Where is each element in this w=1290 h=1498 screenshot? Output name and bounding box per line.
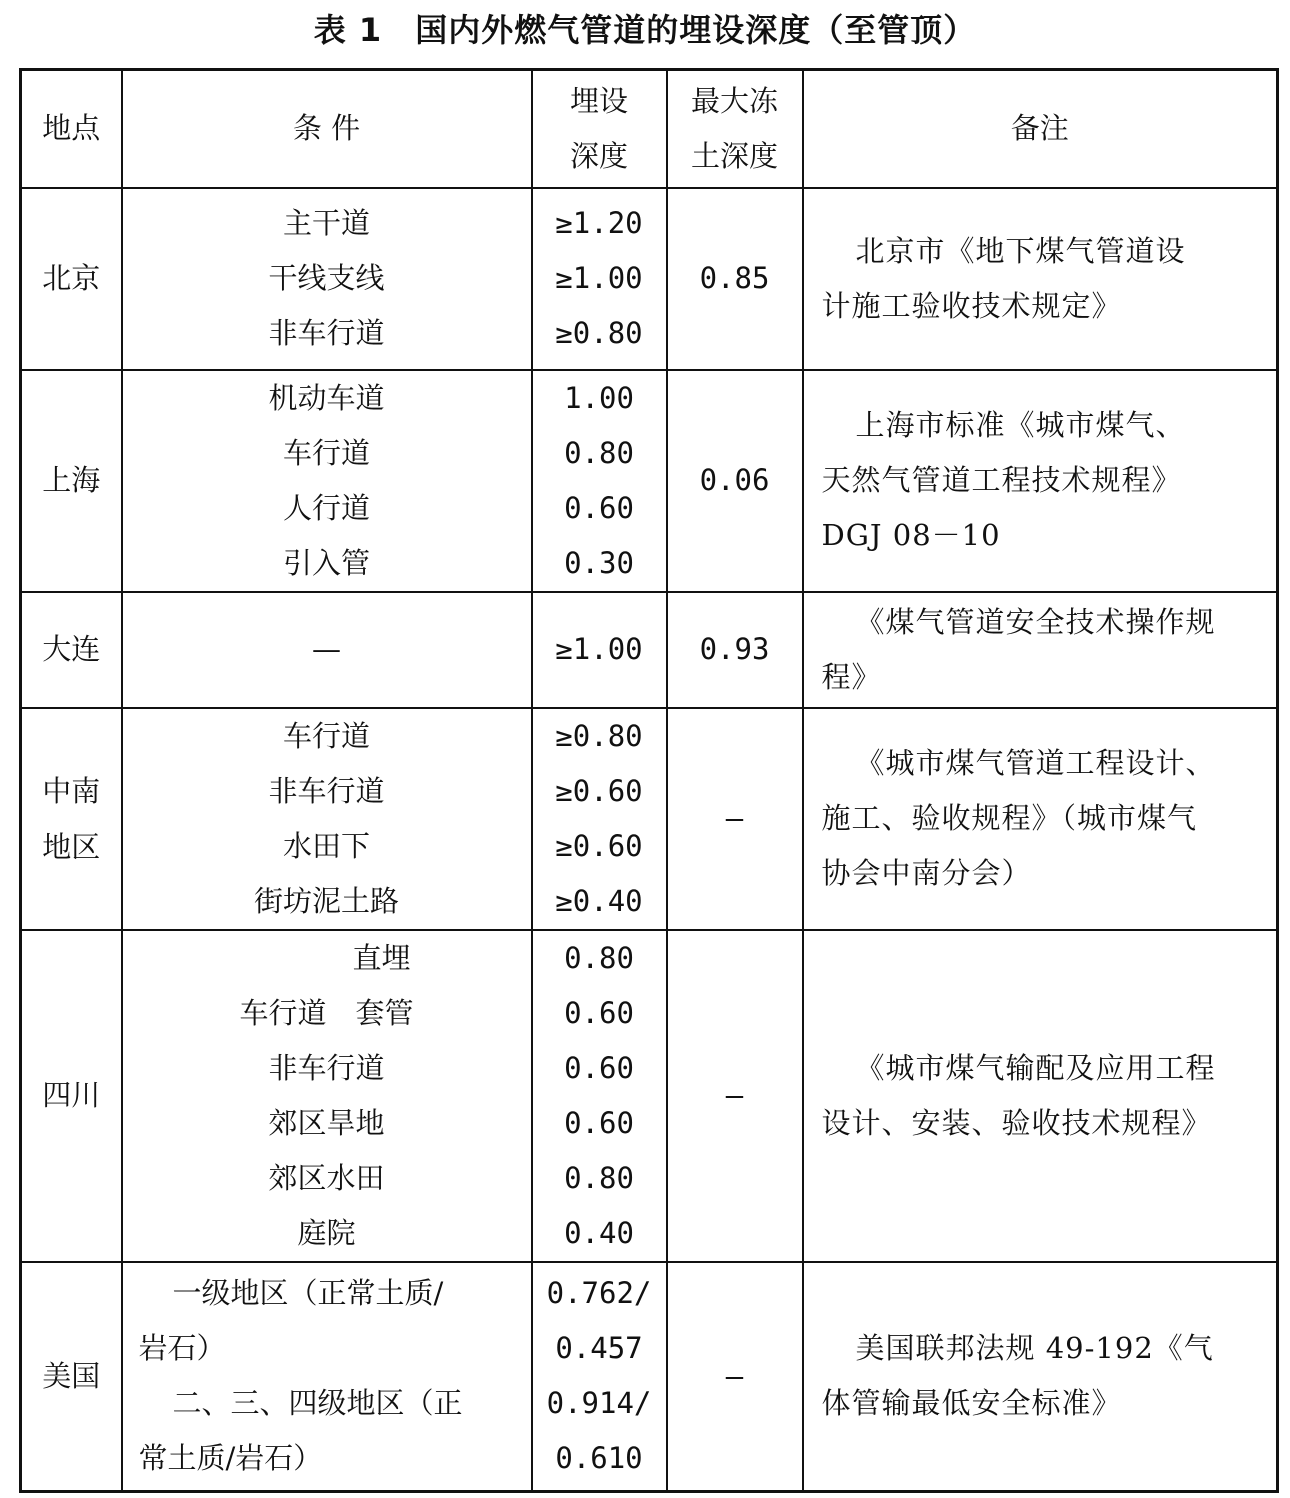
table-title: 表 1 国内外燃气管道的埋设深度（至管顶） [313, 11, 977, 49]
condition-cell [122, 708, 532, 930]
header-depth-line-2: 深度 [569, 138, 628, 173]
depth-cell [532, 188, 667, 370]
depth-value: ≥0.80 [555, 316, 643, 350]
condition-line: 水田下 [282, 828, 370, 863]
header-depth [532, 70, 667, 188]
condition-line: 非车行道 [268, 1050, 385, 1085]
depth-value: ≥0.40 [555, 883, 643, 918]
note-line: 设计、安装、验收技术规程》 [821, 1105, 1212, 1140]
note-line: 天然气管道工程技术规程》 [821, 463, 1182, 497]
condition-line: 主干道 [282, 206, 370, 240]
note-cell [803, 708, 1278, 930]
note-line: 施工、验收规程》（城市煤气 [821, 801, 1198, 835]
header-condition: 条 件 [122, 70, 532, 188]
depth-value: 0.457 [555, 1331, 643, 1366]
condition-line: 庭院 [297, 1215, 356, 1250]
depth-value: 0.80 [564, 1160, 634, 1195]
depth-value: 0.80 [564, 940, 634, 975]
condition-line: 街坊泥土路 [253, 883, 399, 918]
place-line: 中南 [42, 773, 101, 808]
condition-cell [122, 370, 532, 592]
condition-line: 岩石） [138, 1331, 226, 1366]
note-line: 上海市标准《城市煤气、 [855, 408, 1186, 442]
depth-value: ≥1.00 [555, 261, 643, 295]
depth-value: 0.40 [564, 1215, 634, 1250]
condition-road: 车行道 [239, 995, 327, 1030]
header-frost [667, 70, 803, 188]
note-line: 体管输最低安全标准》 [821, 1386, 1122, 1421]
condition-line: 一级地区（正常土质/ [172, 1276, 444, 1311]
condition-cell [122, 1262, 532, 1492]
header-place: 地点 [21, 70, 122, 188]
note-cell [803, 592, 1278, 708]
condition-cell: — [122, 592, 532, 708]
condition-line: 人行道 [282, 490, 370, 525]
depth-value: 0.60 [564, 1050, 634, 1085]
condition-line: 非车行道 [268, 316, 385, 350]
place-cell: 北京 [21, 188, 122, 370]
note-line: 《城市煤气输配及应用工程 [855, 1050, 1216, 1085]
depth-value: 0.60 [564, 1105, 634, 1140]
header-note: 备注 [803, 70, 1278, 188]
depth-value: 0.80 [564, 435, 634, 470]
note-line: 《煤气管道安全技术操作规 [855, 604, 1216, 639]
place-cell: 上海 [21, 370, 122, 592]
burial-depth-table [19, 68, 1279, 1493]
condition-cell [122, 188, 532, 370]
condition-line: 车行道 [282, 718, 370, 753]
depth-value: 0.914/ [546, 1386, 652, 1421]
place-cell [21, 708, 122, 930]
note-line: 北京市《地下煤气管道设 [855, 233, 1186, 268]
depth-value: 0.60 [564, 490, 634, 525]
condition-line: 二、三、四级地区（正 [172, 1386, 463, 1421]
table-row [21, 708, 1278, 930]
condition-line: 机动车道 [268, 380, 385, 415]
table-row [21, 370, 1278, 592]
header-depth-line-1: 埋设 [569, 83, 628, 118]
condition-line: 郊区水田 [268, 1160, 385, 1195]
header-frost-line-1: 最大冻 [690, 83, 778, 118]
condition-sleeve: 套管 [355, 995, 414, 1030]
depth-value: 0.610 [555, 1441, 643, 1476]
depth-value: 0.30 [564, 545, 634, 580]
note-line: 美国联邦法规 49-192《气 [855, 1331, 1214, 1366]
frost-cell: 0.85 [667, 188, 803, 370]
table-row [21, 930, 1278, 1262]
frost-cell: 0.93 [667, 592, 803, 708]
frost-cell: — [667, 1262, 803, 1492]
condition-line: 车行道 [282, 435, 370, 470]
depth-cell [532, 1262, 667, 1492]
depth-cell: ≥1.00 [532, 592, 667, 708]
depth-value: 1.00 [564, 380, 634, 415]
table-row [21, 188, 1278, 370]
depth-value: ≥0.60 [555, 828, 643, 863]
depth-cell [532, 930, 667, 1262]
condition-line [123, 986, 531, 1041]
depth-cell [532, 708, 667, 930]
condition-line: 引入管 [282, 545, 370, 580]
place-cell: 四川 [21, 930, 122, 1262]
place-cell: 大连 [21, 592, 122, 708]
table-row [21, 1262, 1278, 1492]
place-line: 地区 [42, 829, 101, 864]
frost-cell: — [667, 930, 803, 1262]
condition-line: 郊区旱地 [268, 1105, 385, 1140]
depth-value: ≥1.20 [555, 206, 643, 240]
note-cell [803, 370, 1278, 592]
condition-line: 常土质/岩石） [138, 1441, 323, 1476]
note-line: 计施工验收技术规定》 [821, 288, 1122, 323]
frost-cell: — [667, 708, 803, 930]
condition-cell [122, 930, 532, 1262]
depth-value: 0.762/ [546, 1276, 652, 1311]
note-cell [803, 930, 1278, 1262]
place-cell: 美国 [21, 1262, 122, 1492]
frost-cell: 0.06 [667, 370, 803, 592]
header-frost-line-2: 土深度 [690, 138, 778, 173]
depth-value: 0.60 [564, 995, 634, 1030]
note-line: 《城市煤气管道工程设计、 [855, 746, 1216, 780]
depth-cell [532, 370, 667, 592]
note-cell [803, 1262, 1278, 1492]
header-row [21, 70, 1278, 188]
depth-value: ≥0.80 [555, 718, 643, 753]
note-cell [803, 188, 1278, 370]
condition-line: 非车行道 [268, 773, 385, 808]
condition-line: 直埋 [352, 940, 411, 975]
depth-value: ≥0.60 [555, 773, 643, 808]
table-row [21, 592, 1278, 708]
condition-line: 干线支线 [268, 261, 385, 295]
note-line: 程》 [821, 659, 882, 694]
note-line: DGJ 08－10 [821, 518, 1001, 552]
note-line: 协会中南分会） [821, 856, 1032, 890]
